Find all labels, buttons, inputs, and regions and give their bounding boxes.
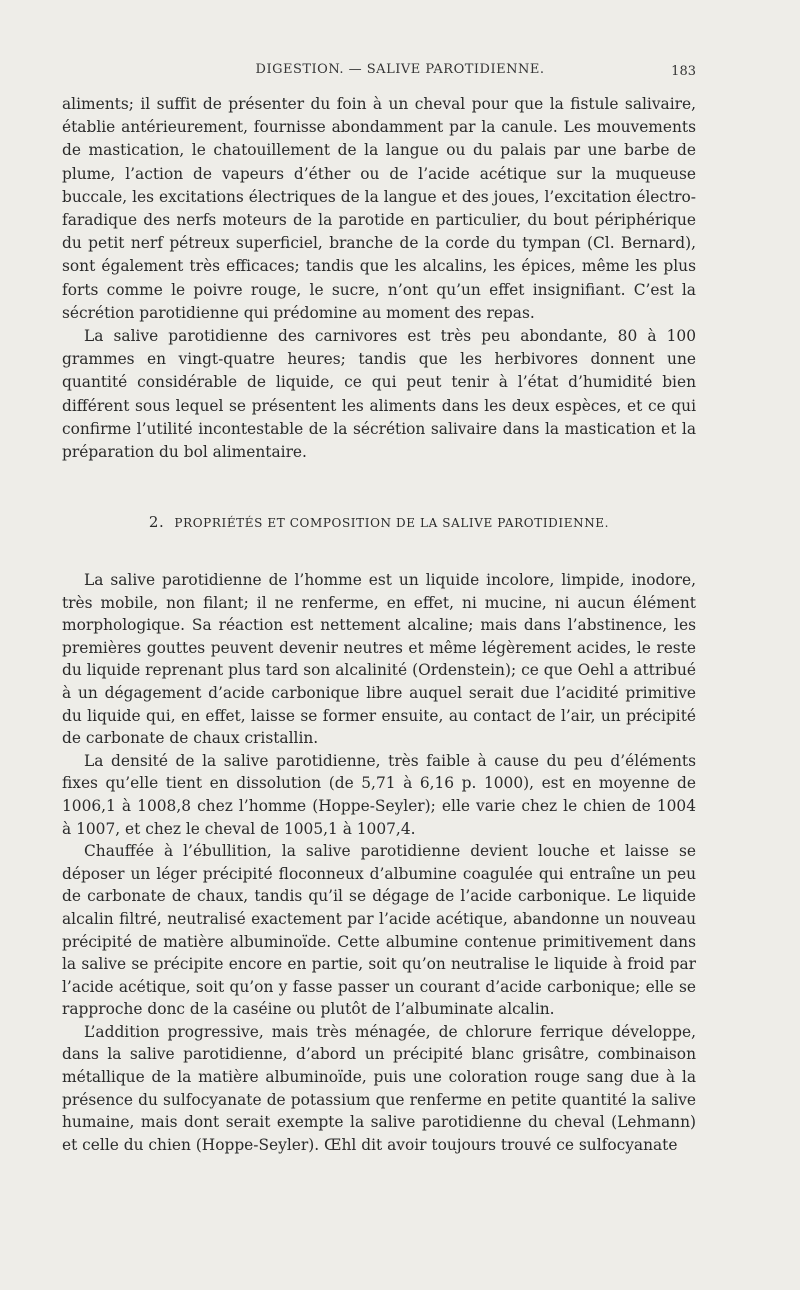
section-number: 2.: [148, 513, 165, 531]
page-number: 183: [671, 64, 696, 79]
body-text: [62, 93, 696, 464]
paragraph: aliments; il suffit de présenter du foin à un cheval pour que la fistule salivaire, établie antérieurement, fournisse abondamment par la canule. Les mouvements de mastication, le chatouillement de la langue ou du palais par une barbe de plume, l’action de vapeurs d’éther ou de l’acide acétique sur la muqueuse buccale, les excitations électriques de la langue et des joues, l’excitation électro-faradique des nerfs moteurs de la parotide en particulier, du bout périphérique du petit nerf pétreux superficiel, branche de la corde du tympan (Cl. Bernard), sont également très efficaces; tandis que les alcalins, les épices, même les plus forts comme le poivre rouge, le sucre, n’ont qu’un effet insignifiant. C’est la sécrétion parotidienne qui prédomine au moment des repas.: [62, 95, 696, 322]
paragraph: La salive parotidienne des carnivores est très peu abondante, 80 à 100 grammes en vingt-quatre heures; tandis que les herbivores donnent une quantité considérable de liquide, ce qui peut tenir à l’état d’humidité bien différent sous lequel se présentent les aliments dans les deux espèces, et ce qui confirme l’utilité incontestable de la sécrétion salivaire dans la mastication et la préparation du bol alimentaire.: [62, 327, 696, 462]
section-title: PROPRIÉTÉS ET COMPOSITION DE LA SALIVE PAROTIDIENNE.: [174, 516, 610, 530]
paragraph: La salive parotidienne de l’homme est un liquide incolore, limpide, inodore, très mobile, non filant; il ne renferme, en effet, ni mucine, ni aucun élément morphologique. Sa réaction est nettement alcaline; mais dans l’abstinence, les premières gouttes peuvent devenir neutres et même légèrement acides, le reste du liquide reprenant plus tard son alcalinité (Ordenstein); ce que Oehl a attribué à un dégagement d’acide carbonique libre auquel serait due l’acidité primitive du liquide qui, en effet, laisse se former ensuite, au contact de l’air, un précipité de carbonate de chaux cristallin.: [62, 571, 696, 748]
paragraph: L’addition progressive, mais très ménagée, de chlorure ferrique développe, dans la salive parotidienne, d’abord un précipité blanc grisâtre, combinaison métallique de la matière albuminoïde, puis une coloration rouge sang due à la présence du sulfocyanate de potassium que renferme en petite quantité la salive humaine, mais dont serait exempte la salive parotidienne du cheval (Lehmann) et celle du chien (Hoppe-Seyler). Œhl dit avoir toujours trouvé ce sulfocyanate: [62, 1022, 696, 1154]
paragraph: Chauffée à l’ébullition, la salive parotidienne devient louche et laisse se déposer un léger précipité floconneux d’albumine coagulée qui entraîne un peu de carbonate de chaux, tandis qu’il se dégage de l’acide carbonique. Le liquide alcalin filtré, neutralisé exactement par l’acide acétique, abandonne un nouveau précipité de matière albuminoïde. Cette albumine contenue primitivement dans la salive se précipite encore en partie, soit qu’on neutralise le liquide à froid par l’acide acétique, soit qu’on y fasse passer un courant d’acide carbonique; elle se rapproche donc de la caséine ou plutôt de l’albuminate alcalin.: [62, 842, 696, 1019]
section-body: [62, 569, 696, 1156]
running-head: DIGESTION. — SALIVE PAROTIDIENNE.: [255, 62, 545, 77]
section-heading: [62, 513, 696, 531]
paragraph: La densité de la salive parotidienne, très faible à cause du peu d’éléments fixes qu’elle tient en dissolution (de 5,71 à 6,16 p. 1000), est en moyenne de 1006,1 à 1008,8 chez l’homme (Hoppe-Seyler); elle varie chez le chien de 1004 à 1007, et chez le cheval de 1005,1 à 1007,4.: [62, 751, 696, 838]
page-header: [0, 62, 800, 82]
